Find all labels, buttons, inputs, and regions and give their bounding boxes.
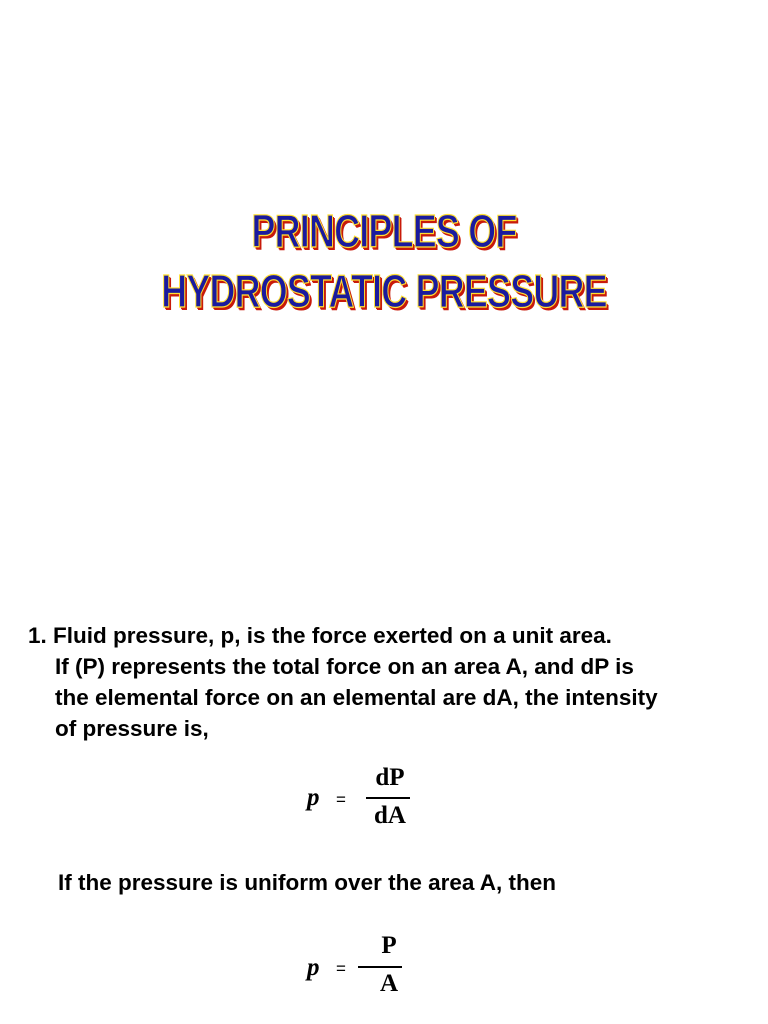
- fraction-numerator: dP: [375, 764, 405, 791]
- equals-sign: =: [336, 790, 346, 809]
- equals-sign: =: [336, 959, 346, 978]
- paragraph-line-2: If (P) represents the total force on an area A, and dP is: [55, 654, 634, 679]
- fraction-denominator: dA: [374, 802, 406, 829]
- uniform-pressure-equation: [300, 926, 430, 1006]
- uniform-pressure-text: If the pressure is uniform over the area A, then: [58, 870, 557, 895]
- pressure-differential-equation: [300, 760, 430, 840]
- paragraph-line-4: of pressure is,: [55, 716, 209, 741]
- fraction-bar: [358, 966, 402, 968]
- paragraph-line-3: the elemental force on an elemental are dA, the intensity: [55, 685, 658, 710]
- title-line-1: PRINCIPLES OF: [251, 205, 517, 257]
- equation-lhs: p: [307, 954, 320, 981]
- equation-lhs: p: [307, 784, 320, 811]
- fraction-bar: [366, 797, 410, 799]
- title-line-2: HYDROSTATIC PRESSURE: [161, 265, 607, 317]
- fraction-numerator: P: [381, 932, 397, 959]
- definition-paragraph: [28, 620, 758, 744]
- fraction-denominator: A: [379, 970, 399, 997]
- paragraph-line-1: 1. Fluid pressure, p, is the force exerted on a unit area.: [28, 623, 612, 648]
